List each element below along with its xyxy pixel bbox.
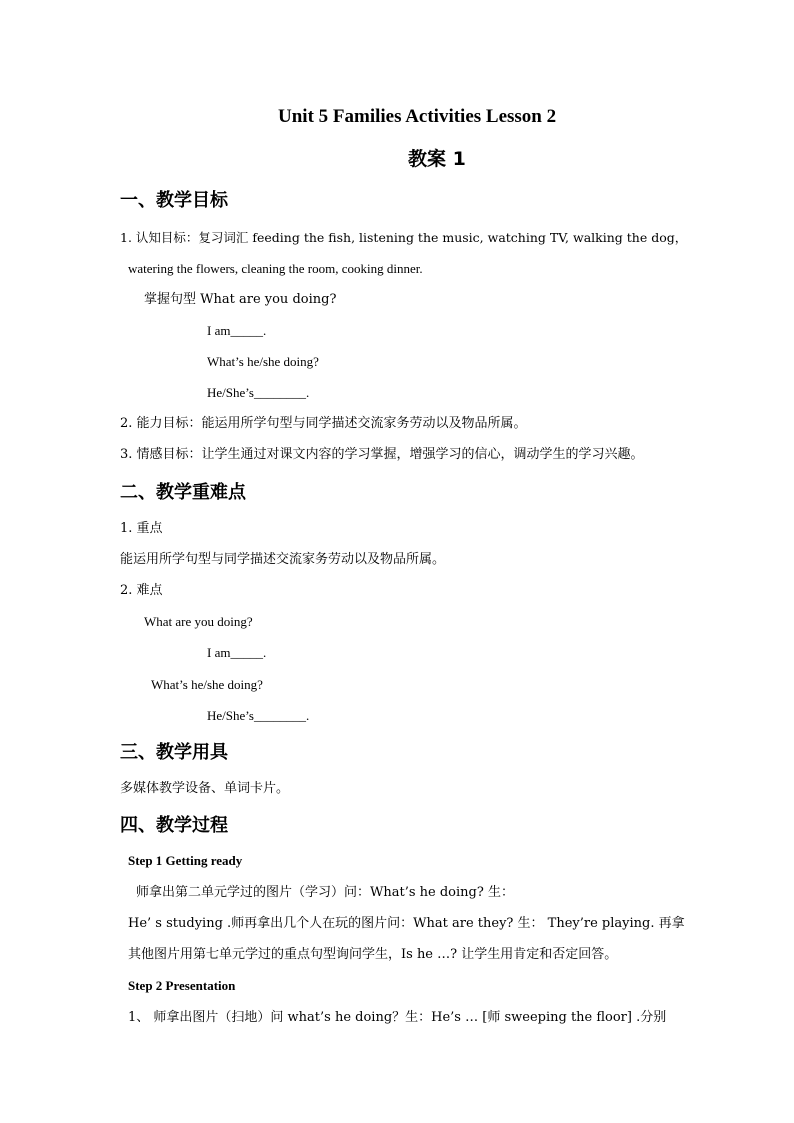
objective-cognitive-cont: watering the flowers, cleaning the room, cooking dinner. [128, 261, 423, 276]
difficulty-label: 2. 难点 [120, 583, 163, 598]
step-1-line-3: 其他图片用第七单元学过的重点句型询问学生，Is he …? 让学生用肯定和否定回答。 [128, 947, 618, 962]
page-subtitle: 教案 1 [408, 148, 466, 170]
section-heading-tools: 三、教学用具 [120, 742, 228, 763]
step-1-line-1: 师拿出第二单元学过的图片（学习）问：What’s he doing? 生： [136, 885, 514, 900]
sentence-pattern-label: 掌握句型 What are you doing? [144, 292, 337, 307]
difficulty-pattern-2: I am_____. [207, 645, 267, 660]
section-heading-key-points: 二、教学重难点 [120, 482, 246, 503]
section-heading-objectives: 一、教学目标 [120, 190, 228, 211]
objective-emotion: 3. 情感目标：让学生通过对课文内容的学习掌握，增强学习的信心，调动学生的学习兴趣。 [120, 447, 644, 462]
step-1-heading: Step 1 Getting ready [128, 853, 243, 868]
key-point-text: 能运用所学句型与同学描述交流家务劳动以及物品所属。 [120, 552, 446, 567]
objective-ability: 2. 能力目标：能运用所学句型与同学描述交流家务劳动以及物品所属。 [120, 416, 527, 431]
step-1-line-2: He’ s studying .师再拿出几个人在玩的图片问：What are they? 生： They’re playing. 再拿 [128, 916, 685, 931]
section-heading-process: 四、教学过程 [120, 815, 228, 836]
sentence-pattern-1: I am_____. [207, 323, 267, 338]
sentence-pattern-3: He/She’s________. [207, 385, 310, 400]
step-2-heading: Step 2 Presentation [128, 978, 236, 993]
key-point-label: 1. 重点 [120, 521, 163, 536]
difficulty-pattern-3: What’s he/she doing? [151, 677, 263, 692]
page-title: Unit 5 Families Activities Lesson 2 [278, 106, 557, 127]
tools-text: 多媒体教学设备、单词卡片。 [120, 781, 290, 796]
sentence-pattern-2: What’s he/she doing? [207, 354, 319, 369]
difficulty-pattern-1: What are you doing? [144, 614, 253, 629]
objective-cognitive: 1. 认知目标：复习词汇 feeding the fish, listening the music, watching TV, walking the dog， [120, 230, 688, 245]
difficulty-pattern-4: He/She’s________. [207, 708, 310, 723]
step-2-line-1: 1、 师拿出图片（扫地）问 what’s he doing？生：He’s … [师 sweeping the floor] .分别 [128, 1010, 667, 1025]
